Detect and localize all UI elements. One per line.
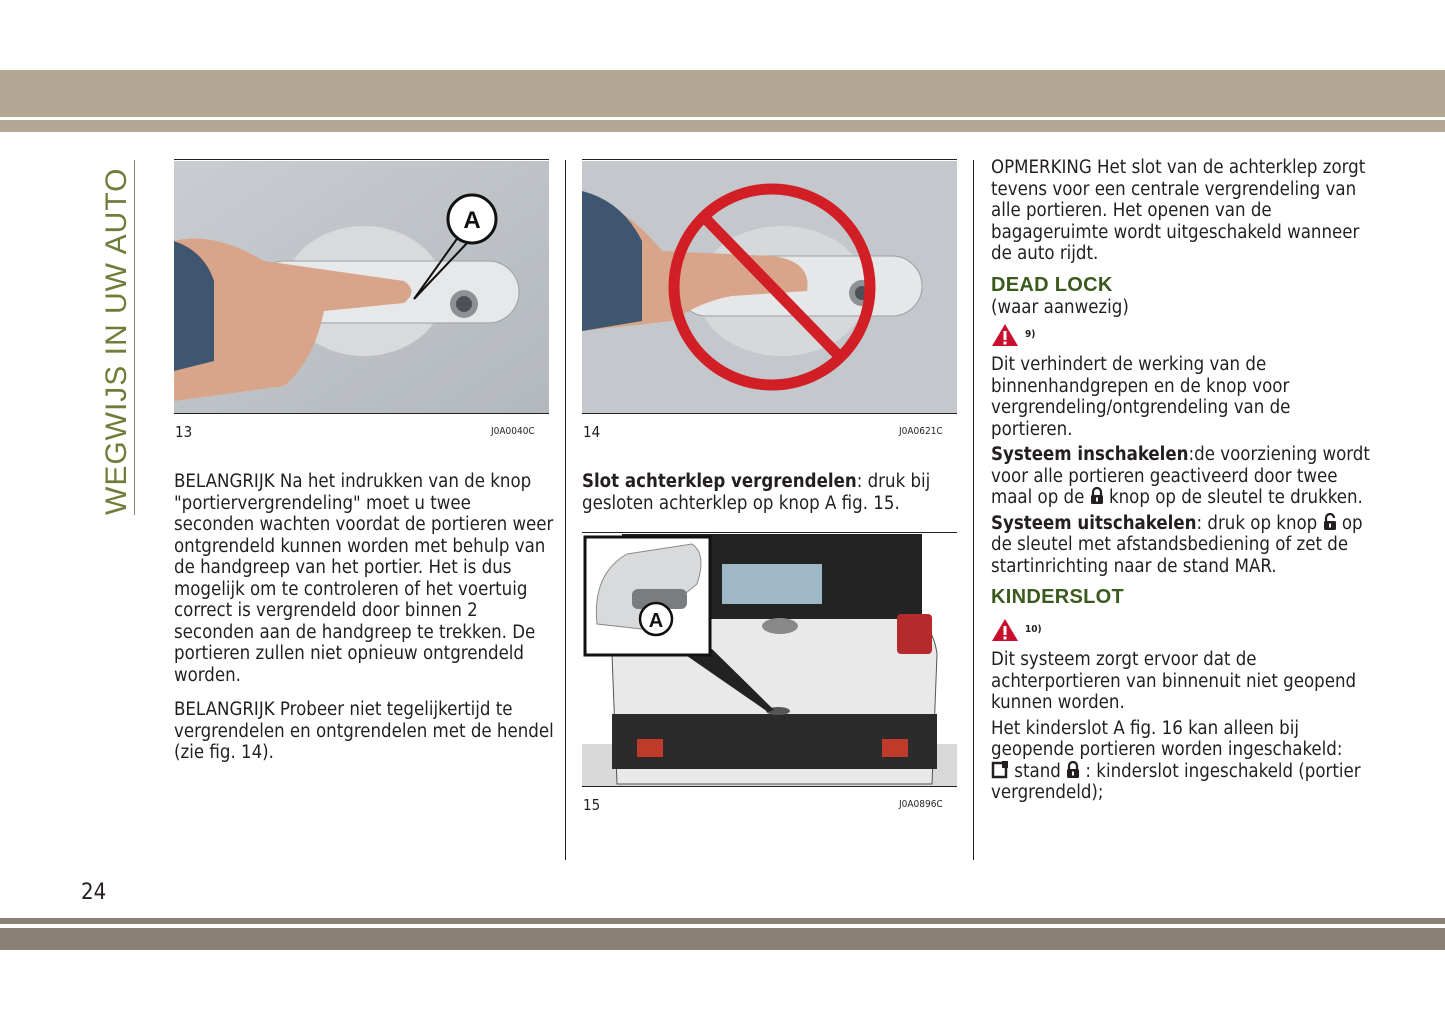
figure-15-callout: A bbox=[648, 610, 664, 632]
child-lock-description: Dit systeem zorgt ervoor dat de achterportieren van binnenuit niet geopend kunnen worden. bbox=[991, 649, 1357, 713]
figure-13-number: 13 bbox=[175, 423, 193, 441]
warning-triangle-icon bbox=[991, 618, 1019, 642]
chapter-title: WEGWIJS IN UW AUTO bbox=[100, 167, 133, 515]
figure-14-number: 14 bbox=[583, 423, 601, 441]
disable-paragraph: Systeem uitschakelen: druk op knop op de sleutel met afstandsbediening of zet de startinrichting naar de stand MAR. bbox=[991, 512, 1363, 577]
column-2-text bbox=[582, 471, 952, 527]
figure-15-number: 15 bbox=[583, 796, 601, 814]
dead-lock-description: Dit verhindert de werking van de binnenhandgrepen en de knop voor vergrendeling/ontgrendeling van de portieren. bbox=[991, 354, 1291, 440]
page-number: 24 bbox=[81, 880, 107, 905]
figure-14-code: J0A0621C bbox=[899, 426, 943, 437]
important-note-1: BELANGRIJK Na het indrukken van de knop "portiervergrendeling" moet u twee seconden wachten voordat de portieren weer ontgrendeld kunnen worden met behulp van de handgreep van het portier. Het is dus mogelijk om te controleren of het voertuig correct is vergrendeld door binnen 2 seconden aan de handgreep te trekken. De portieren zullen niet opnieuw ontgrendeld worden. bbox=[174, 471, 554, 686]
figure-top-rule bbox=[582, 159, 957, 160]
child-lock-heading: KINDERSLOT bbox=[991, 586, 1124, 608]
warning-ref-number: 9) bbox=[1025, 329, 1036, 341]
dead-lock-heading: DEAD LOCK bbox=[991, 273, 1113, 296]
footer-band bbox=[0, 928, 1445, 950]
note-paragraph: OPMERKING Het slot van de achterklep zorgt tevens voor een centrale vergrendeling van alle portieren. Het openen van de bagageruimte wordt uitgeschakeld wanneer de auto rijdt. bbox=[991, 157, 1366, 264]
footer-band-thin bbox=[0, 918, 1445, 924]
header-band-thin bbox=[0, 120, 1445, 132]
figure-top-rule bbox=[174, 159, 549, 160]
figure-13-image bbox=[174, 161, 549, 413]
figure-13-callout: A bbox=[463, 207, 481, 234]
lock-open-icon bbox=[1323, 513, 1337, 531]
column-divider bbox=[565, 160, 566, 860]
figure-top-rule bbox=[582, 532, 957, 533]
figure-15-image bbox=[582, 534, 957, 786]
enable-paragraph: Systeem inschakelen:de voorziening wordt voor alle portieren geactiveerd door twee maal op de knop op de sleutel te drukken. bbox=[991, 444, 1370, 508]
warning-triangle-icon bbox=[991, 323, 1019, 347]
warning-reference bbox=[991, 615, 1371, 645]
figure-13-code: J0A0040C bbox=[491, 426, 535, 437]
tailgate-lock-paragraph: Slot achterklep vergrendelen: druk bij gesloten achterklep op knop A fig. 15. bbox=[582, 471, 931, 514]
figure-14-image bbox=[582, 161, 957, 413]
child-lock-position: stand : kinderslot ingeschakeld (portier vergrendeld); bbox=[991, 760, 1361, 803]
lock-closed-icon bbox=[1066, 761, 1080, 779]
column-1-text bbox=[174, 471, 554, 777]
column-divider bbox=[973, 160, 974, 860]
column-3-text bbox=[991, 157, 1371, 804]
important-note-2: BELANGRIJK Probeer niet tegelijkertijd te vergrendelen en ontgrendelen met de hendel (zie fig. 14). bbox=[174, 699, 554, 763]
warning-reference bbox=[991, 320, 1371, 350]
header-band bbox=[0, 70, 1445, 117]
figure-bottom-rule bbox=[582, 786, 957, 787]
figure-bottom-rule bbox=[582, 413, 957, 414]
figure-15-code: J0A0896C bbox=[899, 799, 943, 810]
lock-closed-icon bbox=[1090, 487, 1104, 505]
warning-ref-number: 10) bbox=[1025, 624, 1042, 636]
dead-lock-subtitle: (waar aanwezig) bbox=[991, 296, 1129, 318]
chapter-title-rule bbox=[134, 160, 135, 515]
figure-bottom-rule bbox=[174, 413, 549, 414]
child-lock-switch-icon bbox=[991, 761, 1009, 779]
child-lock-activation: Het kinderslot A fig. 16 kan alleen bij geopende portieren worden ingeschakeld: bbox=[991, 717, 1343, 760]
